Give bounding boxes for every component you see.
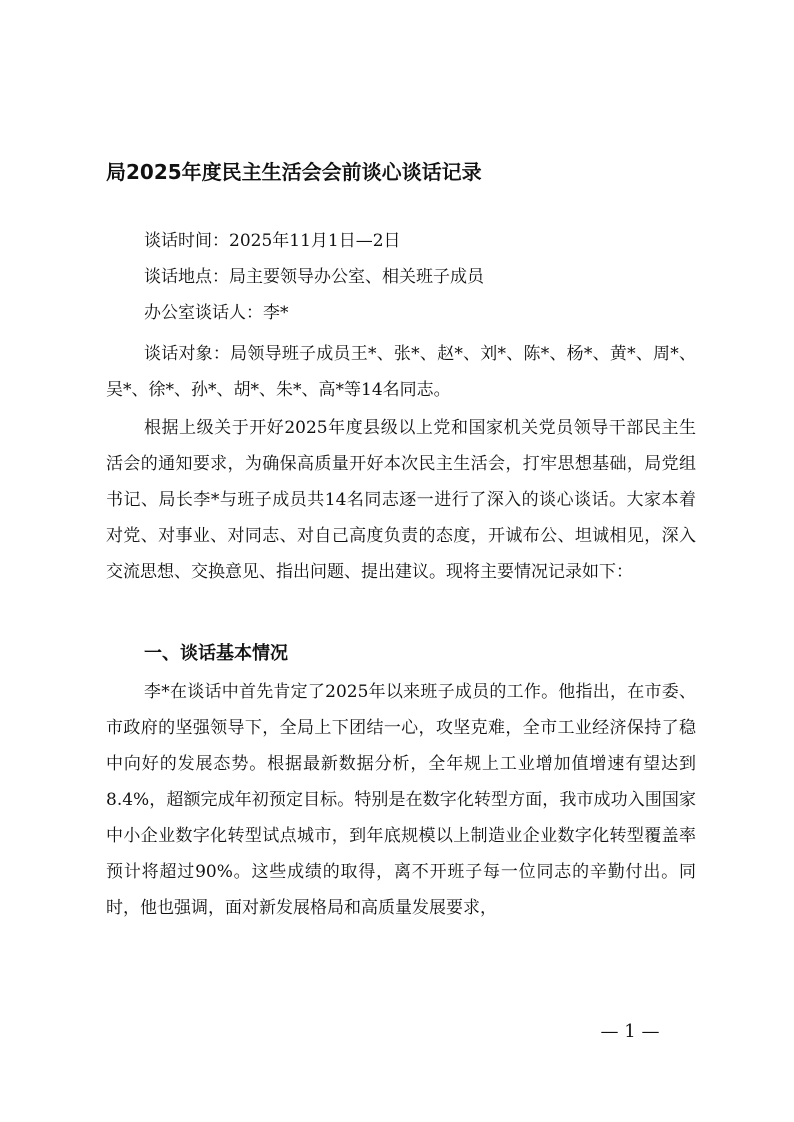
meta-block (106, 228, 696, 336)
intro-paragraph: 根据上级关于开好2025年度县级以上党和国家机关党员领导干部民主生活会的通知要求，为确保高质量开好本次民主生活会，打牢思想基础，局党组书记、局长李*与班子成员共14名同志逐一进行了深入的谈心谈话。大家本着对党、对事业、对同志、对自己高度负责的态度，开诚布公、坦诚相见，深入交流思想、交换意见、指出问题、提出建议。现将主要情况记录如下： (106, 418, 696, 582)
section1-heading: 一、谈话基本情况 (144, 643, 288, 664)
office-speaker: 办公室谈话人：李* (144, 303, 289, 323)
section1-paragraph: 李*在谈话中首先肯定了2025年以来班子成员的工作。他指出，在市委、市政府的坚强领导下，全局上下团结一心，攻坚克难，全市工业经济保持了稳中向好的发展态势。根据最新数据分析，全年规上工业增加值增速有望达到8.4%，超额完成年初预定目标。特别是在数字化转型方面，我市成功入围国家中小企业数字化转型试点城市，到年底规模以上制造业企业数字化转型覆盖率预计将超过90%。这些成绩的取得，离不开班子每一位同志的辛勤付出。同时，他也强调，面对新发展格局和高质量发展要求， (106, 682, 696, 918)
talk-time: 谈话时间：2025年11月1日—2日 (144, 231, 401, 251)
talk-place: 谈话地点：局主要领导办公室、相关班子成员 (144, 267, 484, 287)
page-number: — 1 — (600, 1021, 660, 1042)
document-title: 局2025年度民主生活会会前谈心谈话记录 (106, 160, 482, 184)
talk-targets: 谈话对象：局领导班子成员王*、张*、赵*、刘*、陈*、杨*、黄*、周*、吴*、徐*、孙*、胡*、朱*、高*等14名同志。 (106, 344, 696, 400)
